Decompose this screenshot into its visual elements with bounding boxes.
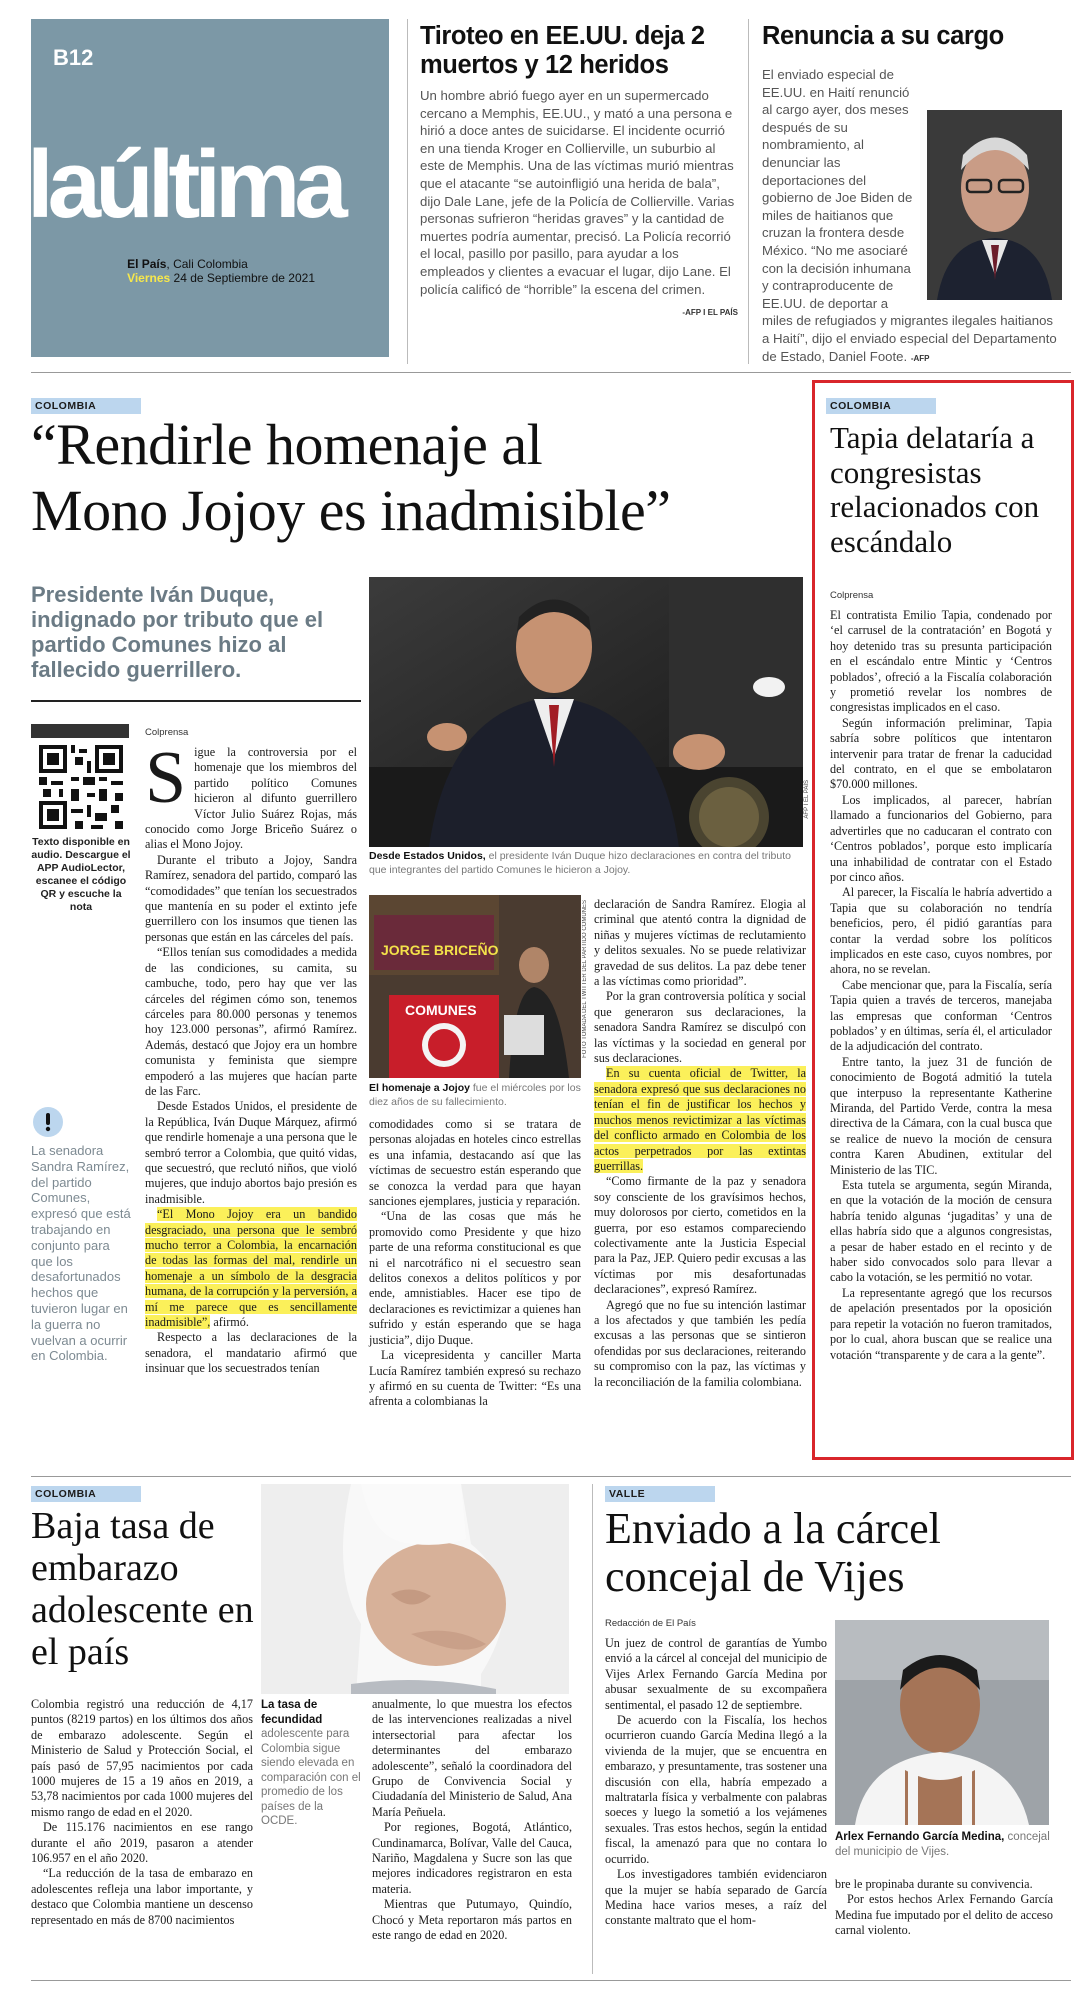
tapia-headline: Tapia delataría a congresistas relacionados con escándalo (830, 420, 1040, 559)
top-story-shooting (420, 22, 738, 317)
duque-photo (369, 577, 803, 847)
homenaje-photo-credit: FOTO TOMADA DEL TWITTER DEL PARTIDO COMUNES (582, 900, 588, 1058)
brand-logo: laúltima (27, 131, 342, 238)
embarazo-photo-caption (261, 1698, 361, 1829)
top-story-shooting-credit: -AFP I EL PAÍS (682, 308, 738, 318)
top-story-shooting-body: Un hombre abrió fuego ayer en un supermercado cercano a Memphis, EE.UU., y mató a una persona e hirió a doce antes de suicidarse. El incidente ocurrió en una tienda Kroger en Collierville, un suburbio al este de Memphis. Una de las víctimas murió mientras que el atacante “se autoinfligió una herida de bala”, dijo Dale Lane, jefe de la Policía de Collierville. Varias personas sufrieron “heridas graves” y la cantidad de muertes podría aumentar, precisó. La Policía recorrió el local, pasillo por pasillo, para ayudar a los empleados y clientes a evacuar el lugar, dijo Lane. El policía calificó de “horrible” la escena del crimen. (420, 88, 735, 297)
homenaje-caption-text: fue el miércoles por los diez años de su fallecimiento. (369, 1082, 581, 1108)
vijes-column-2 (835, 1877, 1053, 1939)
duque-photo-caption (369, 850, 805, 877)
embarazo-headline: Baja tasa de embarazo adolescente en el país (31, 1505, 254, 1673)
main-story-headline-line2: Mono Jojoy es inadmisible” (31, 478, 671, 543)
vijes-c2-p2: Por estos hechos Arlex Fernando García Medina fue imputado por el delito de acceso carnal violento. (835, 1892, 1053, 1938)
garcia-caption-text: concejal del municipio de Vijes. (835, 1831, 1050, 1858)
homenaje-banner-text: JORGE BRICEÑO (381, 942, 499, 958)
homenaje-photo (369, 895, 581, 1078)
embarazo-caption-bold: La tasa de fecundidad (261, 1699, 323, 1726)
embarazo-c2-p2: Por regiones, Bogotá, Atlántico, Cundinamarca, Bolívar, Valle del Cauca, Nariño, Magdalena y Sucre son las que mejores indicadores registraron en esta materia. (372, 1820, 572, 1896)
top-story-resign-body-wrap (762, 66, 1062, 367)
main-c3-p4: “Como firmante de la paz y senadora soy consciente de los gravísimos hechos, muy dolorosos por cierto, cometidos en la guerra, por eso estamos compareciendo colectivamente ante la Justicia Especial para la Paz, JEP. Quiero pedir excusas a las víctimas por mis desafortunadas declaraciones”, expresó Ramírez. (594, 1174, 806, 1297)
drop-cap: S (145, 737, 187, 819)
page-bottom-rule (31, 1980, 1071, 1981)
vijes-section-tag: VALLE (605, 1486, 715, 1502)
main-p2: Durante el tributo a Jojoy, Sandra Ramírez, senadora del partido, comparó las “comodidades” que tenían los secuestrados que mantenía en su poder el extinto jefe guerrillero con los insumos que tienen las personas que están en las cárceles del país. (145, 852, 357, 944)
garcia-medina-photo (835, 1620, 1049, 1825)
vijes-p1: Un juez de control de garantías de Yumbo envió a la cárcel al concejal del municipio de Vijes Arlex Fernando García Medina por abusar sexualmente de su excompañera sentimental, el pasado 12 de septiembre. (605, 1636, 827, 1712)
masthead (27, 19, 389, 357)
tapia-section-tag: COLOMBIA (826, 398, 936, 414)
main-c3-p2: Por la gran controversia política y social que generaron sus declaraciones, la senadora Sandra Ramírez se disculpó con las víctimas y la sociedad en general por sus declaraciones. (594, 989, 806, 1066)
top-story-resign-body: El enviado especial de EE.UU. en Haití renunció al cargo ayer, dos meses después de su nombramiento, al denunciar las deportaciones del gobierno de Joe Biden de miles de haitianos que cruzan la frontera desde México. “No me asociaré con la decisión inhumana y contraproducente de EE.UU. de deportar a miles de refugiados y migrantes ilegales haitianos a Haití”, dijo el enviado especial del Departamento de Estado, Daniel Foote. (762, 67, 1057, 364)
tapia-tag-wrap (826, 396, 936, 414)
column-divider (748, 19, 749, 364)
homenaje-sign-text: COMUNES (405, 1002, 477, 1018)
embarazo-p3: “La reducción de la tasa de embarazo en adolescentes refleja una labor importante, y destaco que Colombia mantiene un descenso representado en más de 8700 nacimientos (31, 1866, 253, 1927)
top-story-resign (762, 22, 1062, 51)
tapia-p3: Los implicados, al parecer, habrían llamado a funcionarios del Gobierno, para advertirles que no caducaran el contrato con ‘Centros poblados’, porque esto implicaría una inhabilidad de contratar con el Estado por cinco años. (830, 792, 1052, 884)
vijes-p2: De acuerdo con la Fiscalía, los hechos ocurrieron cuando García Medina llegó a la vivienda de la mujer, que se encuentra en embarazo, y presuntamente, tras sostener una discusión con ella, habría empezado a maltratarla física y verbalmente con palabras soeces y luego la sometió a los vejámenes sexuales. Tras estos hechos, según la entidad fiscal, la amenazó para que no contara lo ocurrido. (605, 1713, 827, 1866)
portrait-illustration (927, 110, 1062, 300)
embarazo-column-1 (31, 1697, 253, 1928)
main-story-byline: Colprensa (145, 727, 189, 738)
duque-illustration (369, 577, 803, 847)
top-story-shooting-headline: Tiroteo en EE.UU. deja 2 muertos y 12 heridos (420, 22, 705, 79)
main-story-column-2 (369, 1117, 581, 1410)
tapia-body (830, 608, 1052, 1363)
homenaje-caption-bold: El homenaje a Jojoy (369, 1082, 470, 1094)
main-story-column-3 (594, 897, 806, 1390)
issue-day: Viernes (127, 271, 171, 285)
tapia-p8: La representante agregó que los recursos de apelación presentados por la oposición para repetir la votación no fueron tramitados, por lo cual, ahora buscan que se realice una votación “transparente y de cara a la gente”. (830, 1285, 1052, 1362)
main-c3-p5: Agregó que no fue su intención lastimar a los afectados y que también les pedía excusas a las personas que se sintieron ofendidas por sus declaraciones, reiterando su compromiso con la paz, las víctimas y la reconciliación de la familia colombiana. (594, 1297, 806, 1389)
tapia-byline: Colprensa (830, 590, 874, 601)
side-note: La senadora Sandra Ramírez, del partido Comunes, expresó que está trabajando en conjunto para que los desafortunados hechos que tuvieron lugar en la guerra no vuelvan a ocurrir en Colombia. (31, 1143, 131, 1364)
top-story-resign-headline: Renuncia a su cargo (762, 22, 1004, 50)
main-p4: Desde Estados Unidos, el presidente de la República, Iván Duque Márquez, afirmó que rendirle homenaje a una persona que le sembró terror a Colombia, que quitó vidas, que secuestró, que reclutó niños, que violó mujeres, que indujo abortos bajo presión es inadmisible. (145, 1099, 357, 1206)
embarazo-tag-wrap (31, 1484, 141, 1502)
qr-code-icon[interactable] (39, 745, 123, 829)
exclamation-icon (33, 1107, 63, 1137)
embarazo-c2-p3: Mientras que Putumayo, Quindío, Chocó y Meta reportaron más partos en este rango de edad en 2020. (372, 1897, 572, 1943)
main-c3-p1: declaración de Sandra Ramírez. Elogia al criminal que atentó contra la dignidad de niñas y mujeres víctimas de reclutamiento y delitos sexuales. No se puede relativizar gravedad de sus delitos. La paz debe tener a las víctimas como prioridad”. (594, 897, 806, 989)
top-story-resign-credit: -AFP (910, 353, 930, 363)
qr-header-bar (31, 724, 129, 738)
page-number: B12 (53, 45, 94, 70)
tapia-p1: El contratista Emilio Tapia, condenado por ‘el carrusel de la contratación’ en Bogotá y hoy detenido tras su presunta participación en el escándalo entre Mintic y ‘Centros poblados’, ofreció a la Fiscalía colaboración y prometió revelar los nombres de congresistas implicados en el caso. (830, 608, 1052, 715)
garcia-medina-illustration (835, 1620, 1049, 1825)
main-p5-highlight: “El Mono Jojoy era un bandido desgraciado, una persona que le sembró mucho terror a Colombia, la encarnación de todas las formas del mal, rendirle un homenaje a un símbolo de la desgracia humana, de la corrupción y la perversión, a mí me parece que es sencillamente inadmisible”, (145, 1207, 357, 1330)
main-c2-p2: “Una de las cosas que más he promovido como Presidente y que hizo parte de una reforma constitucional es que ni el narcotráfico ni el secuestro sean delitos conexos a delitos políticos y por ende, amnistiables. Hacer ese tipo de declaraciones es revictimizar a quienes han sufrido y están esperando que se haga justicia”, dijo Duque. (369, 1209, 581, 1347)
tapia-p7: Esta tutela se argumenta, según Miranda, en que la votación de la moción de censura habría tenido algunas ‘jugaditas’ y una de ellas habría sido que a algunos congresistas, a pesar de haber estado en el recinto y de haber sido convocados solo para llevar a cabo la votación, se les permitió no votar. (830, 1178, 1052, 1285)
daniel-foote-photo (927, 110, 1062, 300)
homenaje-illustration (369, 895, 581, 1078)
tapia-p6: Entre tanto, la juez 31 de función de conocimiento de Bogotá admitió la tutela que interpuso la representante Katherine Miranda, del Partido Verde, contra la mesa directiva de la Cámara, con la cual busca que se realice de nuevo la moción de censura contra Karen Abudinen, extitular del Ministerio de las TIC. (830, 1054, 1052, 1177)
embarazo-p2: De 115.176 nacimientos en ese rango durante el año 2019, pasaron a atender 106.957 en el año 2020. (31, 1820, 253, 1866)
embarazo-section-tag: COLOMBIA (31, 1486, 141, 1502)
homenaje-photo-caption (369, 1082, 583, 1109)
tapia-p2: Según información preliminar, Tapia sabría sobre políticos que intentaron intervenir para tratar de frenar la caducidad del contrato, en el que se embolataron $70.000 millones. (830, 715, 1052, 792)
main-c3-p3-highlight: En su cuenta oficial de Twitter, la senadora expresó que sus declaraciones no tenían el fin de justificar los hechos y muchos menos revictimizar a las víctimas del conflicto armado en Colombia de los actos perpetrados por las extintas guerrillas. (594, 1066, 806, 1173)
duque-caption-text: el presidente Iván Duque hizo declaraciones en contra del tributo que integrantes del partido Comunes le hicieron a Jojoy. (369, 850, 791, 876)
main-c2-p3: La vicepresidenta y canciller Marta Lucía Ramírez también expresó su rechazo y afirmó en su cuenta de Twitter: “Es una afrenta a colombianas la (369, 1348, 581, 1409)
section-divider (31, 1476, 1071, 1477)
vijes-column-1 (605, 1636, 827, 1929)
embarazo-c2-p1: anualmente, lo que muestra los efectos de las intervenciones realizadas a nivel intersectorial para afectar los determinantes del embarazo adolescente”, señaló la coordinadora del Grupo de Convivencia Social y Ciudadanía del Ministerio de Salud, Ana María Peñuela. (372, 1697, 572, 1819)
main-story-column-1 (145, 737, 357, 1425)
paper-city: , Cali Colombia (166, 257, 248, 271)
tapia-p4: Al parecer, la Fiscalía le habría advertido a Tapia que su colaboración no tendría beneficios, pero, él pidió garantías para contar la verdad sobre los políticos implicados en este caso, cuyos nombres, por ahora, no se revelan. (830, 885, 1052, 977)
embarazo-photo (261, 1484, 569, 1694)
tapia-p5: Cabe mencionar que, para la Fiscalía, sería Tapia quien a través de terceros, manejaba las empresas que conforman ‘Centros poblados’ y en últimas, sería él, el articulador de la adjudicación del contrato. (830, 977, 1052, 1054)
vijes-p3: Los investigadores también evidenciaron que la mujer se había separado de García Medina hace varios meses, a raíz del constante maltrato que el hom- (605, 1867, 827, 1928)
main-story-section-tag: COLOMBIA (31, 398, 141, 414)
masthead-meta (127, 257, 315, 285)
paper-name: El País (127, 257, 167, 271)
section-divider (31, 372, 1071, 373)
duque-photo-credit: AFP I EL PAÍS (804, 780, 810, 819)
main-story-headline (31, 412, 801, 544)
main-story-headline-line1: “Rendirle homenaje al (31, 412, 543, 477)
main-p5-rest: afirmó. (210, 1315, 249, 1330)
vijes-tag-wrap (605, 1484, 715, 1502)
issue-date: 24 de Septiembre de 2021 (170, 271, 315, 285)
main-story-subhead: Presidente Iván Duque, indignado por tributo que el partido Comunes hizo al fallecido guerrillero. (31, 582, 324, 682)
column-divider (407, 19, 408, 364)
vijes-headline: Enviado a la cárcel concejal de Vijes (605, 1504, 941, 1601)
main-p1: igue la controversia por el homenaje que los miembros del partido político Comunes hicieron al difunto guerrillero Víctor Julio Suárez Rojas, más conocido como Jorge Briceño Suárez o alias el Mono Jojoy. (145, 745, 357, 852)
column-divider (592, 1484, 593, 1974)
subhead-rule (31, 700, 361, 702)
main-c2-p1: comodidades como si se tratara de personas alojadas en hoteles cinco estrellas es una infamia, destacando así que las víctimas de secuestro están esperando que se conozca la verdad para que hayan sanciones ejemplares, justicia y reparación. (369, 1117, 581, 1209)
qr-instructions: Texto disponible en audio. Descargue el APP AudioLector, escanee el código QR y escuche la nota (31, 836, 131, 913)
garcia-medina-caption (835, 1830, 1053, 1859)
main-p6: Respecto a las declaraciones de la senadora, el mandatario afirmó que insinuar que los secuestrados tenían (145, 1330, 357, 1376)
duque-caption-bold: Desde Estados Unidos, (369, 850, 486, 862)
embarazo-column-2 (372, 1697, 572, 1944)
pregnant-belly-illustration (261, 1484, 569, 1694)
main-p3: “Ellos tenían sus comodidades a medida de las condiciones, su camita, su cambuche, todo, pero hay que ver las cárceles del régimen cómo son, tenemos cárceles para 80.000 personas y tenemos hoy 123.000 personas”, afirmó Ramírez. Además, destacó que Jojoy era un hombre comunista y feminista que siempre empoderó a las mujeres que hacían parte de las Farc. (145, 945, 357, 1098)
embarazo-p1: Colombia registró una reducción de 4,17 puntos (8219 partos) en los últimos dos años de embarazo adolescente. Según el Ministerio de Salud y Protección Social, el país pasó de 57,95 nacimientos por cada 1000 mujeres de 15 a 19 años en 2019, a 53,78 nacimientos por cada 1000 mujeres del mismo rango de edad en el 2020. (31, 1697, 253, 1819)
vijes-byline: Redacción de El País (605, 1618, 696, 1629)
garcia-caption-bold: Arlex Fernando García Medina, (835, 1831, 1005, 1843)
vijes-c2-p1: bre le propinaba durante su convivencia. (835, 1877, 1033, 1891)
embarazo-caption-text: adolescente para Colombia sigue siendo elevada en comparación con el promedio de los países de la OCDE. (261, 1728, 361, 1827)
